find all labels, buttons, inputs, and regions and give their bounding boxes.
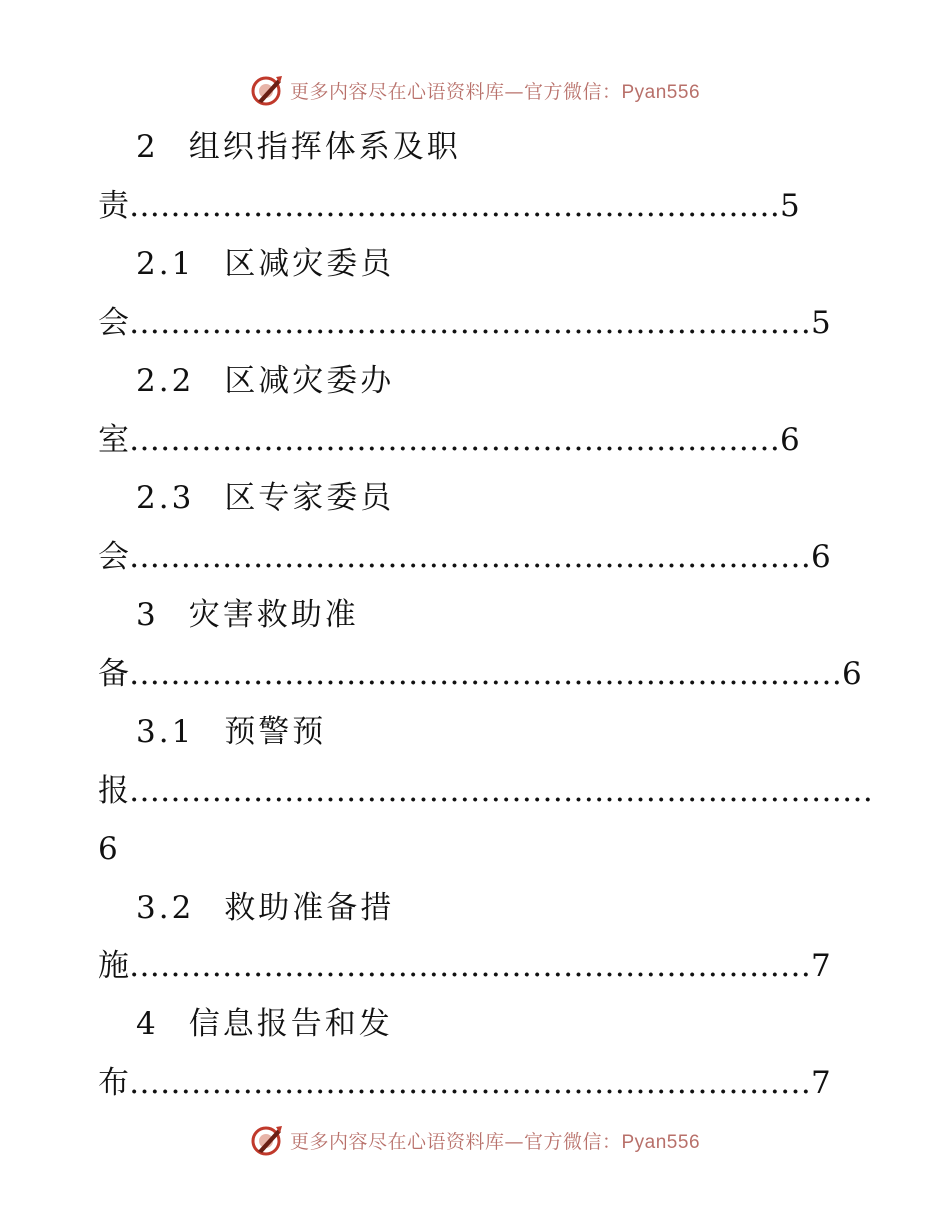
toc-dot-leader: ……………………………………………………………	[129, 656, 842, 692]
toc-leader-line	[98, 303, 831, 343]
toc-page-number: 7	[811, 948, 831, 984]
toc-title: 信息报告和发	[188, 1006, 393, 1042]
toc-heading	[136, 712, 326, 752]
toc-tail-char: 备	[98, 656, 129, 692]
toc-title: 灾害救助准	[188, 597, 359, 633]
toc-number: 2.2	[136, 363, 195, 399]
toc-title: 预警预	[224, 714, 327, 750]
toc-title: 区减灾委办	[224, 363, 395, 399]
toc-leader-line	[98, 946, 831, 986]
toc-tail-char: 会	[98, 305, 129, 341]
toc-page-number: 6	[780, 422, 800, 458]
toc-heading	[136, 361, 394, 401]
toc-title: 区减灾委员	[224, 246, 395, 282]
toc-number: 4	[136, 1006, 159, 1042]
toc-title: 区专家委员	[224, 480, 395, 516]
watermark-top	[0, 70, 950, 110]
watermark-text: 更多内容尽在心语资料库—官方微信：Pyan556	[289, 1130, 701, 1153]
toc-title: 组织指挥体系及职	[188, 129, 461, 165]
toc-title: 救助准备措	[224, 890, 395, 926]
toc-dot-leader: …………………………………………………………	[129, 305, 811, 341]
toc-heading	[136, 1004, 393, 1044]
toc-page-number: 6	[98, 831, 118, 867]
toc-page-number: 6	[811, 539, 831, 575]
quill-logo-icon	[250, 73, 284, 107]
toc-heading	[136, 478, 394, 518]
toc-heading	[136, 127, 461, 167]
toc-dot-leader: …………………………………………………………	[129, 948, 811, 984]
toc-heading	[136, 888, 394, 928]
toc-dot-leader: ………………………………………………………………	[129, 773, 873, 809]
watermark-text: 更多内容尽在心语资料库—官方微信：Pyan556	[289, 80, 701, 103]
toc-tail-char: 室	[98, 422, 129, 458]
toc-leader-line	[98, 1063, 831, 1103]
toc-tail-char: 报	[98, 773, 129, 809]
toc-number: 2	[136, 129, 159, 165]
toc-number: 3	[136, 597, 159, 633]
quill-logo-icon	[250, 1123, 284, 1157]
toc-number: 3.1	[136, 714, 195, 750]
toc-page-number: 7	[811, 1065, 831, 1101]
toc-page-number: 6	[842, 656, 862, 692]
toc-page-number: 5	[811, 305, 831, 341]
toc-tail-char: 施	[98, 948, 129, 984]
toc-leader-line	[98, 420, 800, 460]
toc-number: 2.3	[136, 480, 195, 516]
toc-leader-line	[98, 537, 831, 577]
toc-leader-line	[98, 186, 800, 226]
toc-tail-char: 布	[98, 1065, 129, 1101]
toc-dot-leader: …………………………………………………………	[129, 1065, 811, 1101]
toc-number: 2.1	[136, 246, 195, 282]
toc-leader-line	[98, 654, 862, 694]
toc-tail-char: 会	[98, 539, 129, 575]
toc-dot-leader: ………………………………………………………	[129, 188, 780, 224]
toc-dot-leader: …………………………………………………………	[129, 539, 811, 575]
toc-number: 3.2	[136, 890, 195, 926]
toc-page-number-wrapped	[98, 829, 118, 869]
watermark-bottom	[0, 1120, 950, 1160]
toc-heading	[136, 595, 359, 635]
toc-leader-line	[98, 771, 873, 811]
toc-dot-leader: ………………………………………………………	[129, 422, 780, 458]
toc-page-number: 5	[780, 188, 800, 224]
toc-tail-char: 责	[98, 188, 129, 224]
toc-heading	[136, 244, 394, 284]
